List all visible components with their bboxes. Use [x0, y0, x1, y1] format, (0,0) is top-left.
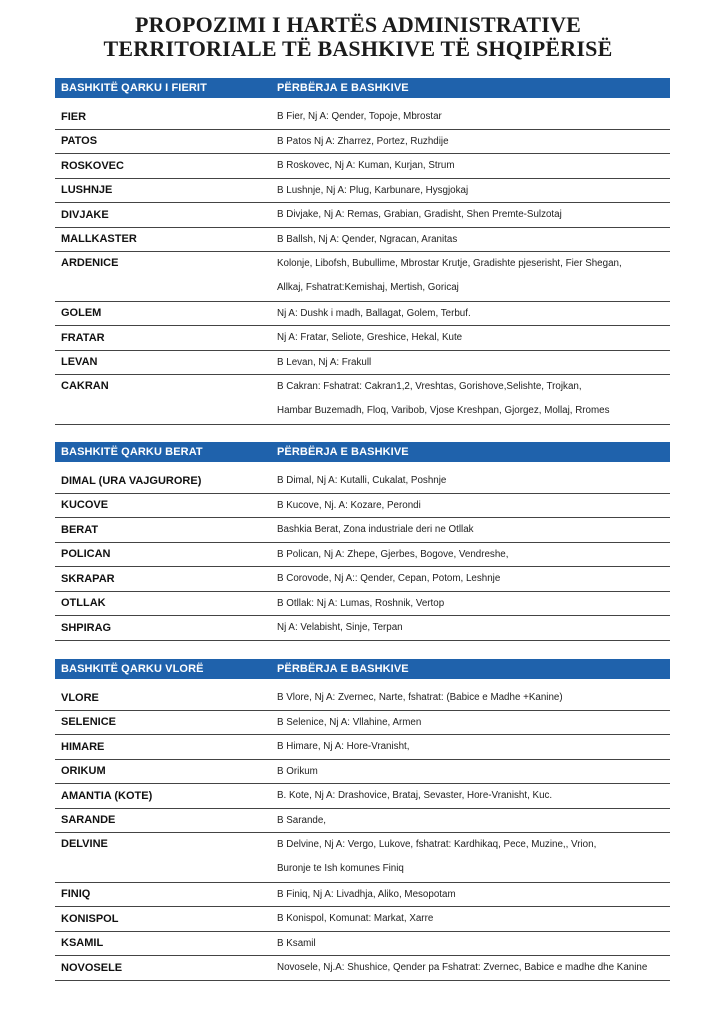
composition-line: B Ksamil: [277, 937, 316, 949]
composition-line: B Fier, Nj A: Qender, Topoje, Mbrostar: [277, 111, 442, 123]
title-line-1: PROPOZIMI I HARTËS ADMINISTRATIVE: [134, 12, 582, 37]
municipality-composition: [277, 766, 670, 777]
table-row: [55, 907, 670, 932]
municipality-name: MALLKASTER: [61, 233, 137, 246]
section-header: [55, 659, 670, 679]
composition-line: Kolonje, Libofsh, Bubullime, Mbrostar Krutje, Gradishte pjeserisht, Fier Shegan,: [277, 258, 622, 269]
composition-line: B Otllak: Nj A: Lumas, Roshnik, Vertop: [277, 597, 445, 609]
table-row: [55, 883, 670, 908]
municipality-name: FIER: [61, 110, 87, 123]
table-row: [55, 105, 670, 130]
municipality-name: VLORE: [61, 691, 99, 704]
header-composition: PËRBËRJA E BASHKIVE: [277, 82, 409, 94]
composition-line: B Roskovec, Nj A: Kuman, Kurjan, Strum: [277, 160, 455, 172]
table-row: [55, 686, 670, 711]
table-row: [55, 543, 670, 568]
table-row: [55, 592, 670, 617]
municipality-composition: [277, 332, 670, 343]
section-vlore: [55, 659, 670, 981]
header-municipalities: BASHKITË QARKU I FIERIT: [61, 82, 207, 94]
municipality-name: LEVAN: [61, 356, 98, 369]
municipality-name: NOVOSELE: [61, 961, 123, 974]
table-row: [55, 494, 670, 519]
municipality-composition: [277, 160, 670, 171]
composition-line: Buronje te Ish komunes Finiq: [277, 863, 404, 874]
table-row: [55, 351, 670, 376]
municipality-composition: [277, 692, 670, 703]
municipality-name: CAKRAN: [61, 380, 109, 392]
municipality-name: DIMAL (URA VAJGURORE): [61, 474, 202, 487]
table-row: [55, 616, 670, 641]
composition-line: Bashkia Berat, Zona industriale deri ne Otllak: [277, 524, 474, 536]
composition-line: B Orikum: [277, 765, 318, 777]
header-municipalities: BASHKITË QARKU VLORË: [61, 663, 204, 675]
table-row: [55, 326, 670, 351]
municipality-composition: [277, 938, 670, 949]
municipality-composition: [277, 185, 670, 196]
municipality-name: SKRAPAR: [61, 572, 115, 585]
table-row: [55, 302, 670, 327]
table-row: [55, 179, 670, 204]
composition-line: B Sarande,: [277, 814, 327, 826]
composition-line: Nj A: Dushk i madh, Ballagat, Golem, Terbuf.: [277, 307, 471, 319]
table-row: [55, 130, 670, 155]
municipality-composition: [277, 833, 670, 882]
municipality-composition: [277, 136, 670, 147]
table-row: [55, 375, 670, 425]
section-fier: [55, 78, 670, 425]
composition-line: B Lushnje, Nj A: Plug, Karbunare, Hysgjokaj: [277, 184, 469, 196]
municipality-composition: [277, 717, 670, 728]
composition-line: B Dimal, Nj A: Kutalli, Cukalat, Poshnje: [277, 475, 447, 487]
municipality-composition: [277, 741, 670, 752]
header-municipalities: BASHKITË QARKU BERAT: [61, 446, 203, 458]
composition-line: B Divjake, Nj A: Remas, Grabian, Gradisht, Shen Premte-Sulzotaj: [277, 209, 562, 221]
document-title: [0, 13, 716, 61]
municipality-name: OTLLAK: [61, 597, 106, 610]
table-row: [55, 809, 670, 834]
composition-line: Nj A: Velabisht, Sinje, Terpan: [277, 622, 403, 634]
table-row: [55, 228, 670, 253]
header-composition: PËRBËRJA E BASHKIVE: [277, 446, 409, 458]
municipality-name: ORIKUM: [61, 765, 106, 778]
composition-line: B Polican, Nj A: Zhepe, Gjerbes, Bogove, Vendreshe,: [277, 548, 509, 560]
municipality-name: DELVINE: [61, 838, 108, 850]
composition-line: B Konispol, Komunat: Markat, Xarre: [277, 913, 434, 925]
municipality-composition: [277, 549, 670, 560]
municipality-name: GOLEM: [61, 307, 102, 320]
municipality-composition: [277, 573, 670, 584]
section-berat: [55, 442, 670, 641]
composition-line: B Cakran: Fshatrat: Cakran1,2, Vreshtas, Gorishove,Selishte, Trojkan,: [277, 381, 582, 392]
section-header: [55, 78, 670, 98]
municipality-name: KSAMIL: [61, 937, 104, 950]
title-line-2: TERRITORIALE TË BASHKIVE TË SHQIPËRISË: [103, 36, 613, 61]
header-composition: PËRBËRJA E BASHKIVE: [277, 663, 409, 675]
municipality-composition: [277, 889, 670, 900]
composition-line: B. Kote, Nj A: Drashovice, Brataj, Sevaster, Hore-Vranisht, Kuc.: [277, 790, 553, 802]
table-row: [55, 760, 670, 785]
municipality-composition: [277, 622, 670, 633]
municipality-name: KUCOVE: [61, 499, 109, 512]
municipality-composition: [277, 308, 670, 319]
municipality-composition: [277, 500, 670, 511]
section-header: [55, 442, 670, 462]
municipality-name: SARANDE: [61, 814, 116, 827]
municipality-composition: [277, 252, 670, 301]
municipality-name: KONISPOL: [61, 912, 119, 925]
municipality-composition: [277, 375, 670, 424]
composition-line: B Vlore, Nj A: Zvernec, Narte, fshatrat: (Babice e Madhe +Kanine): [277, 692, 563, 704]
municipality-composition: [277, 913, 670, 924]
table-row: [55, 932, 670, 957]
municipality-composition: [277, 524, 670, 535]
composition-line: B Patos Nj A: Zharrez, Portez, Ruzhdije: [277, 135, 449, 147]
municipality-name: SELENICE: [61, 716, 117, 729]
table-row: [55, 469, 670, 494]
table-row: [55, 833, 670, 883]
municipality-composition: [277, 357, 670, 368]
municipality-name: HIMARE: [61, 740, 105, 753]
municipality-composition: [277, 790, 670, 801]
municipality-composition: [277, 962, 670, 973]
table-row: [55, 203, 670, 228]
table-row: [55, 711, 670, 736]
municipality-name: SHPIRAG: [61, 621, 112, 634]
composition-line: B Kucove, Nj. A: Kozare, Perondi: [277, 499, 421, 511]
table-row: [55, 956, 670, 981]
table-row: [55, 252, 670, 302]
composition-line: B Finiq, Nj A: Livadhja, Aliko, Mesopotam: [277, 888, 456, 900]
municipality-composition: [277, 111, 670, 122]
composition-line: B Delvine, Nj A: Vergo, Lukove, fshatrat: Kardhikaq, Pece, Muzine,, Vrion,: [277, 839, 597, 850]
municipality-name: ARDENICE: [61, 257, 119, 269]
composition-line: B Selenice, Nj A: Vllahine, Armen: [277, 716, 422, 728]
municipality-name: FRATAR: [61, 331, 105, 344]
municipality-name: FINIQ: [61, 888, 91, 901]
municipality-name: LUSHNJE: [61, 184, 113, 197]
composition-line: B Himare, Nj A: Hore-Vranisht,: [277, 741, 410, 753]
table-row: [55, 784, 670, 809]
composition-line: B Levan, Nj A: Frakull: [277, 356, 372, 368]
municipality-name: POLICAN: [61, 548, 111, 561]
composition-line: B Corovode, Nj A:: Qender, Cepan, Potom, Leshnje: [277, 573, 501, 585]
composition-line: Novosele, Nj.A: Shushice, Qender pa Fshatrat: Zvernec, Babice e madhe dhe Kanine: [277, 962, 648, 974]
table-row: [55, 567, 670, 592]
municipality-composition: [277, 209, 670, 220]
table-row: [55, 154, 670, 179]
municipality-composition: [277, 598, 670, 609]
municipality-name: DIVJAKE: [61, 208, 109, 221]
table-row: [55, 518, 670, 543]
municipality-name: ROSKOVEC: [61, 159, 124, 172]
municipality-composition: [277, 815, 670, 826]
municipality-composition: [277, 475, 670, 486]
municipality-name: BERAT: [61, 523, 99, 536]
municipality-composition: [277, 234, 670, 245]
composition-line: Hambar Buzemadh, Floq, Varibob, Vjose Kreshpan, Gjorgez, Mollaj, Rromes: [277, 405, 610, 416]
composition-line: Allkaj, Fshatrat:Kemishaj, Mertish, Goricaj: [277, 282, 459, 293]
table-row: [55, 735, 670, 760]
municipality-name: PATOS: [61, 135, 98, 148]
composition-line: B Ballsh, Nj A: Qender, Ngracan, Aranitas: [277, 233, 458, 245]
composition-line: Nj A: Fratar, Seliote, Greshice, Hekal, Kute: [277, 332, 463, 344]
municipality-name: AMANTIA (KOTE): [61, 789, 153, 802]
